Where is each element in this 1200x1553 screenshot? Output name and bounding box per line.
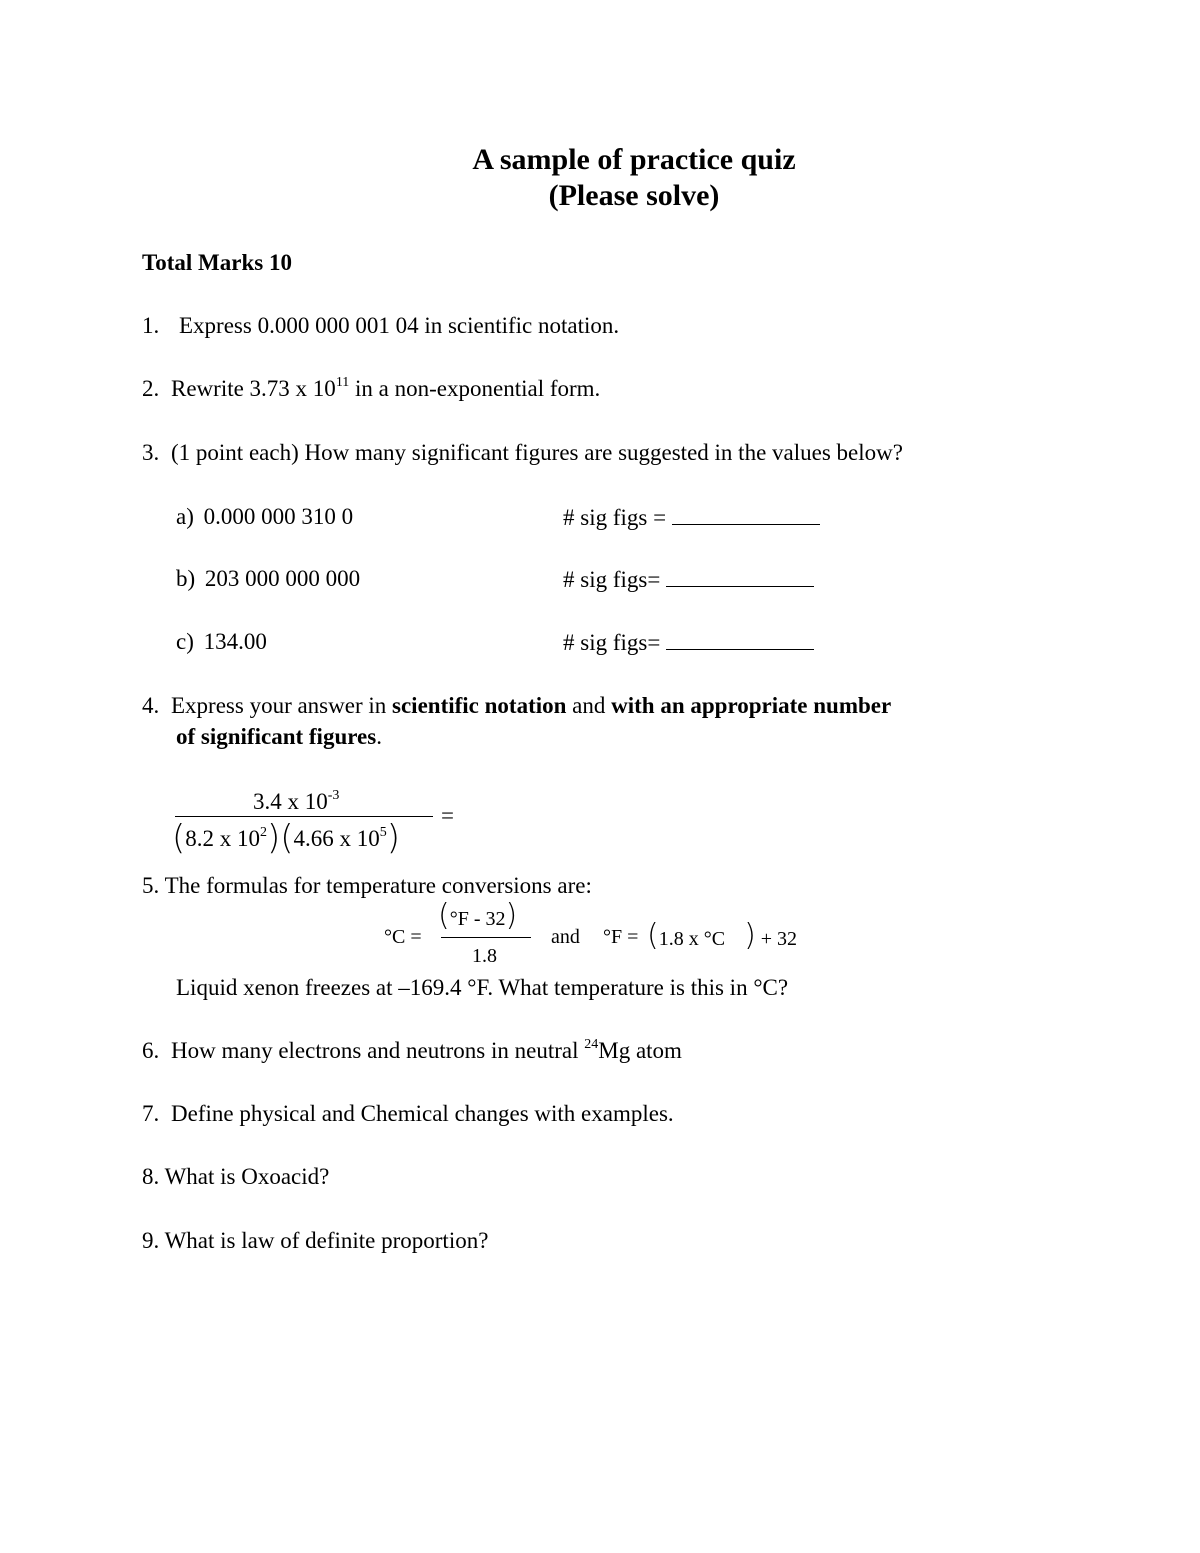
denominator-exponent-2: 5 xyxy=(379,825,387,840)
question-text: and xyxy=(566,693,612,718)
question-text-bold: of significant figures xyxy=(176,724,377,749)
question-number: 2. xyxy=(142,376,160,401)
question-text: The formulas for temperature conversions are: xyxy=(164,873,592,898)
denominator-factor-2: 4.66 x 10 xyxy=(293,826,380,851)
question-8 xyxy=(142,1164,329,1190)
question-text: Express your answer in xyxy=(171,693,393,718)
item-label: a) xyxy=(176,504,194,529)
question-number: 4. xyxy=(142,693,160,718)
total-marks: Total Marks 10 xyxy=(142,250,292,275)
question-number: 7. xyxy=(142,1101,160,1126)
formula-f-lhs: °F = xyxy=(603,926,639,948)
question-9 xyxy=(142,1228,488,1254)
q3-answer-b xyxy=(563,566,814,593)
question-4 xyxy=(142,693,891,719)
answer-blank[interactable] xyxy=(666,566,814,587)
answer-prompt: # sig figs = xyxy=(563,505,667,530)
item-label: c) xyxy=(176,629,194,654)
item-value: 0.000 000 310 0 xyxy=(203,504,354,529)
numerator-exponent: -3 xyxy=(327,788,340,803)
item-value: 203 000 000 000 xyxy=(204,566,361,591)
open-paren: ( xyxy=(172,818,186,858)
page-subtitle: (Please solve) xyxy=(548,179,720,212)
numerator-base: 3.4 x 10 xyxy=(253,789,328,814)
question-number: 3. xyxy=(142,440,160,465)
question-number: 5. xyxy=(142,873,160,898)
question-text-bold: with an appropriate number xyxy=(611,693,892,718)
q3-item-b xyxy=(176,566,360,592)
formula-f-tail: + 32 xyxy=(760,928,798,950)
formula-and: and xyxy=(551,926,580,948)
answer-prompt: # sig figs= xyxy=(563,630,661,655)
denominator-factor-1: 8.2 x 10 xyxy=(185,826,261,851)
page-title: A sample of practice quiz xyxy=(472,143,796,176)
question-5 xyxy=(142,873,592,899)
close-paren: ) xyxy=(505,898,518,933)
question-text-pre: Rewrite 3.73 x 10 xyxy=(171,376,336,401)
exponent: 11 xyxy=(335,375,350,390)
open-paren: ( xyxy=(280,818,294,858)
question-text-post: in a non-exponential form. xyxy=(349,376,601,401)
q3-item-a xyxy=(176,504,353,530)
close-paren: ) xyxy=(386,818,401,858)
close-paren: ) xyxy=(744,918,756,953)
question-text: . xyxy=(376,724,382,749)
question-text: Express 0.000 000 001 04 in scientific notation. xyxy=(179,313,620,338)
formula-f-rhs xyxy=(647,918,797,953)
question-6 xyxy=(142,1038,682,1064)
item-value: 134.00 xyxy=(203,629,267,654)
question-5-prompt: Liquid xenon freezes at –169.4 °F. What temperature is this in °C? xyxy=(176,975,789,1000)
formula-c-numerator-text: °F - 32 xyxy=(449,908,506,930)
q4-denominator xyxy=(172,815,401,858)
question-number: 6. xyxy=(142,1038,160,1063)
q3-answer-c xyxy=(563,629,814,656)
question-text-post: Mg atom xyxy=(598,1038,682,1063)
open-paren: ( xyxy=(647,918,659,953)
question-3 xyxy=(142,440,903,466)
question-2 xyxy=(142,376,600,402)
formula-c-fraction-bar xyxy=(441,937,531,938)
formula-c-lhs: °C = xyxy=(384,926,422,948)
open-paren: ( xyxy=(438,898,450,933)
answer-blank[interactable] xyxy=(672,504,820,525)
q4-numerator xyxy=(253,789,339,815)
formula-f-inner: 1.8 x °C xyxy=(658,928,726,950)
question-text-pre: How many electrons and neutrons in neutral xyxy=(171,1038,585,1063)
question-4-line2 xyxy=(176,724,382,750)
question-text: (1 point each) How many significant figures are suggested in the values below? xyxy=(171,440,903,465)
question-1 xyxy=(142,313,619,339)
formula-c-denominator: 1.8 xyxy=(472,945,497,967)
question-number: 9. xyxy=(142,1228,160,1253)
question-number: 1. xyxy=(142,313,160,338)
close-paren: ) xyxy=(267,818,281,858)
question-text: What is law of definite proportion? xyxy=(164,1228,489,1253)
q3-answer-a xyxy=(563,504,820,531)
question-number: 8. xyxy=(142,1164,160,1189)
question-7 xyxy=(142,1101,674,1127)
question-text: Define physical and Chemical changes with examples. xyxy=(171,1101,674,1126)
denominator-exponent-1: 2 xyxy=(260,825,268,840)
formula-c-numerator xyxy=(438,898,517,933)
q4-equals: = xyxy=(441,803,454,828)
answer-prompt: # sig figs= xyxy=(563,567,661,592)
question-text: What is Oxoacid? xyxy=(164,1164,330,1189)
mass-number: 24 xyxy=(584,1037,599,1052)
question-text-bold: scientific notation xyxy=(392,693,567,718)
answer-blank[interactable] xyxy=(666,629,814,650)
q3-item-c xyxy=(176,629,267,655)
item-label: b) xyxy=(176,566,196,591)
